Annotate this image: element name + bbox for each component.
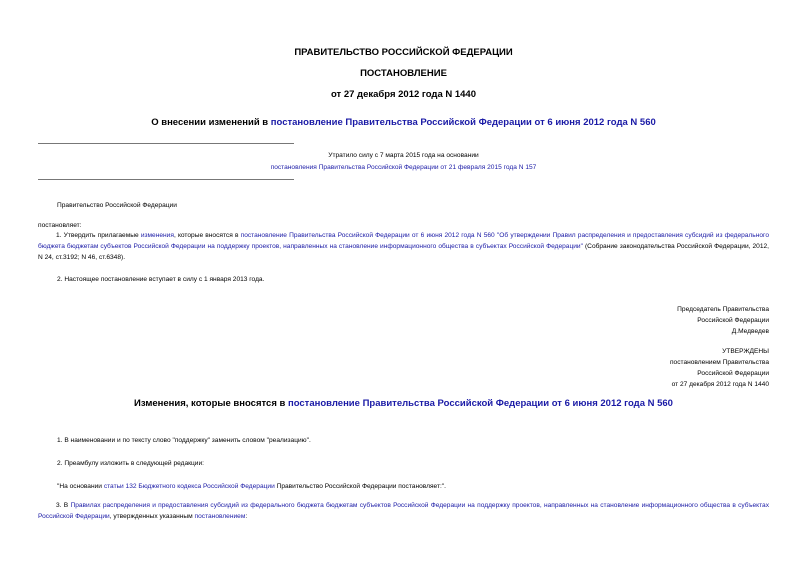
status-note-line1: Утратило силу с 7 марта 2015 года на основании <box>328 152 479 159</box>
header-doc-type: ПОСТАНОВЛЕНИЕ <box>360 68 447 79</box>
signature-line1: Председатель Правительства <box>677 306 769 313</box>
title-link[interactable]: постановление Правительства Российской Федерации от 6 июня 2012 года N 560 <box>270 117 656 128</box>
decides: постановляет: <box>38 222 82 229</box>
status-note-link[interactable]: постановления Правительства Российской Федерации от 21 февраля 2015 года N 157 <box>270 164 537 171</box>
document-title <box>0 117 807 128</box>
approved-line3: Российской Федерации <box>697 370 769 377</box>
approved-line1: УТВЕРЖДЕНЫ <box>722 348 769 355</box>
p1-text-b: , которые вносятся в <box>173 232 241 239</box>
p1-link-changes[interactable]: изменения <box>140 232 174 239</box>
signature-name: Д.Медведев <box>731 328 769 335</box>
p1-text-c: (Собрание законодательства Российской Федерации, 2012, N 24, ст.3192; N 46, ст.6348). <box>38 243 769 261</box>
header-date-number: от 27 декабря 2012 года N 1440 <box>330 89 476 100</box>
c2q-text-a: "На основании <box>57 483 104 490</box>
c2q-text-b: Правительство Российской Федерации постановляет:". <box>274 483 447 490</box>
change-1: 1. В наименовании и по тексту слово "поддержку" заменить словом "реализацию". <box>57 437 311 444</box>
change-2-quote <box>57 483 446 490</box>
changes-title-text: Изменения, которые вносятся в <box>134 398 288 409</box>
c2q-link-budget-code[interactable]: статьи 132 Бюджетного кодекса Российской Федерации <box>103 483 275 490</box>
document-title-text: О внесении изменений в <box>151 117 271 128</box>
divider-bottom <box>38 179 294 180</box>
issuer: Правительство Российской Федерации <box>57 202 177 209</box>
header-government: ПРАВИТЕЛЬСТВО РОССИЙСКОЙ ФЕДЕРАЦИИ <box>294 47 513 58</box>
changes-title-link[interactable]: постановление Правительства Российской Федерации от 6 июня 2012 года N 560 <box>287 398 673 409</box>
changes-title <box>0 398 807 409</box>
c3-text-b: , утвержденных указанным <box>109 513 195 520</box>
signature-line2: Российской Федерации <box>697 317 769 324</box>
paragraph-1 <box>38 230 769 263</box>
change-2: 2. Преамбулу изложить в следующей редакции: <box>57 460 205 467</box>
p1-link-decree[interactable]: постановление Правительства Российской Федерации от 6 июня 2012 года N 560 <box>240 232 495 239</box>
p1-link-decree-title[interactable]: "Об утверждении Правил распределения и предоставления субсидий из федерального бюджета бюджетам субъектов Российской Федерации на поддержку проектов, направленных на становление информационного общества в субъектах Российской Федерации" <box>38 232 769 250</box>
approved-line4: от 27 декабря 2012 года N 1440 <box>671 381 769 388</box>
p1-text-a: 1. Утвердить прилагаемые <box>56 232 141 239</box>
change-3 <box>38 500 769 522</box>
divider-top <box>38 143 294 144</box>
approved-line2: постановлением Правительства <box>669 359 769 366</box>
c3-text-c: : <box>245 513 248 520</box>
c3-text-a: 3. В <box>56 502 71 509</box>
c3-link-rules[interactable]: Правилах распределения и предоставления субсидий из федерального бюджета бюджетам субъектов Российской Федерации на поддержку проектов, направленных на становление информационного общества в субъектах Российской Федерации <box>38 502 769 520</box>
paragraph-2: 2. Настоящее постановление вступает в силу с 1 января 2013 года. <box>57 276 265 283</box>
c3-link-decree[interactable]: постановлением <box>194 513 246 520</box>
